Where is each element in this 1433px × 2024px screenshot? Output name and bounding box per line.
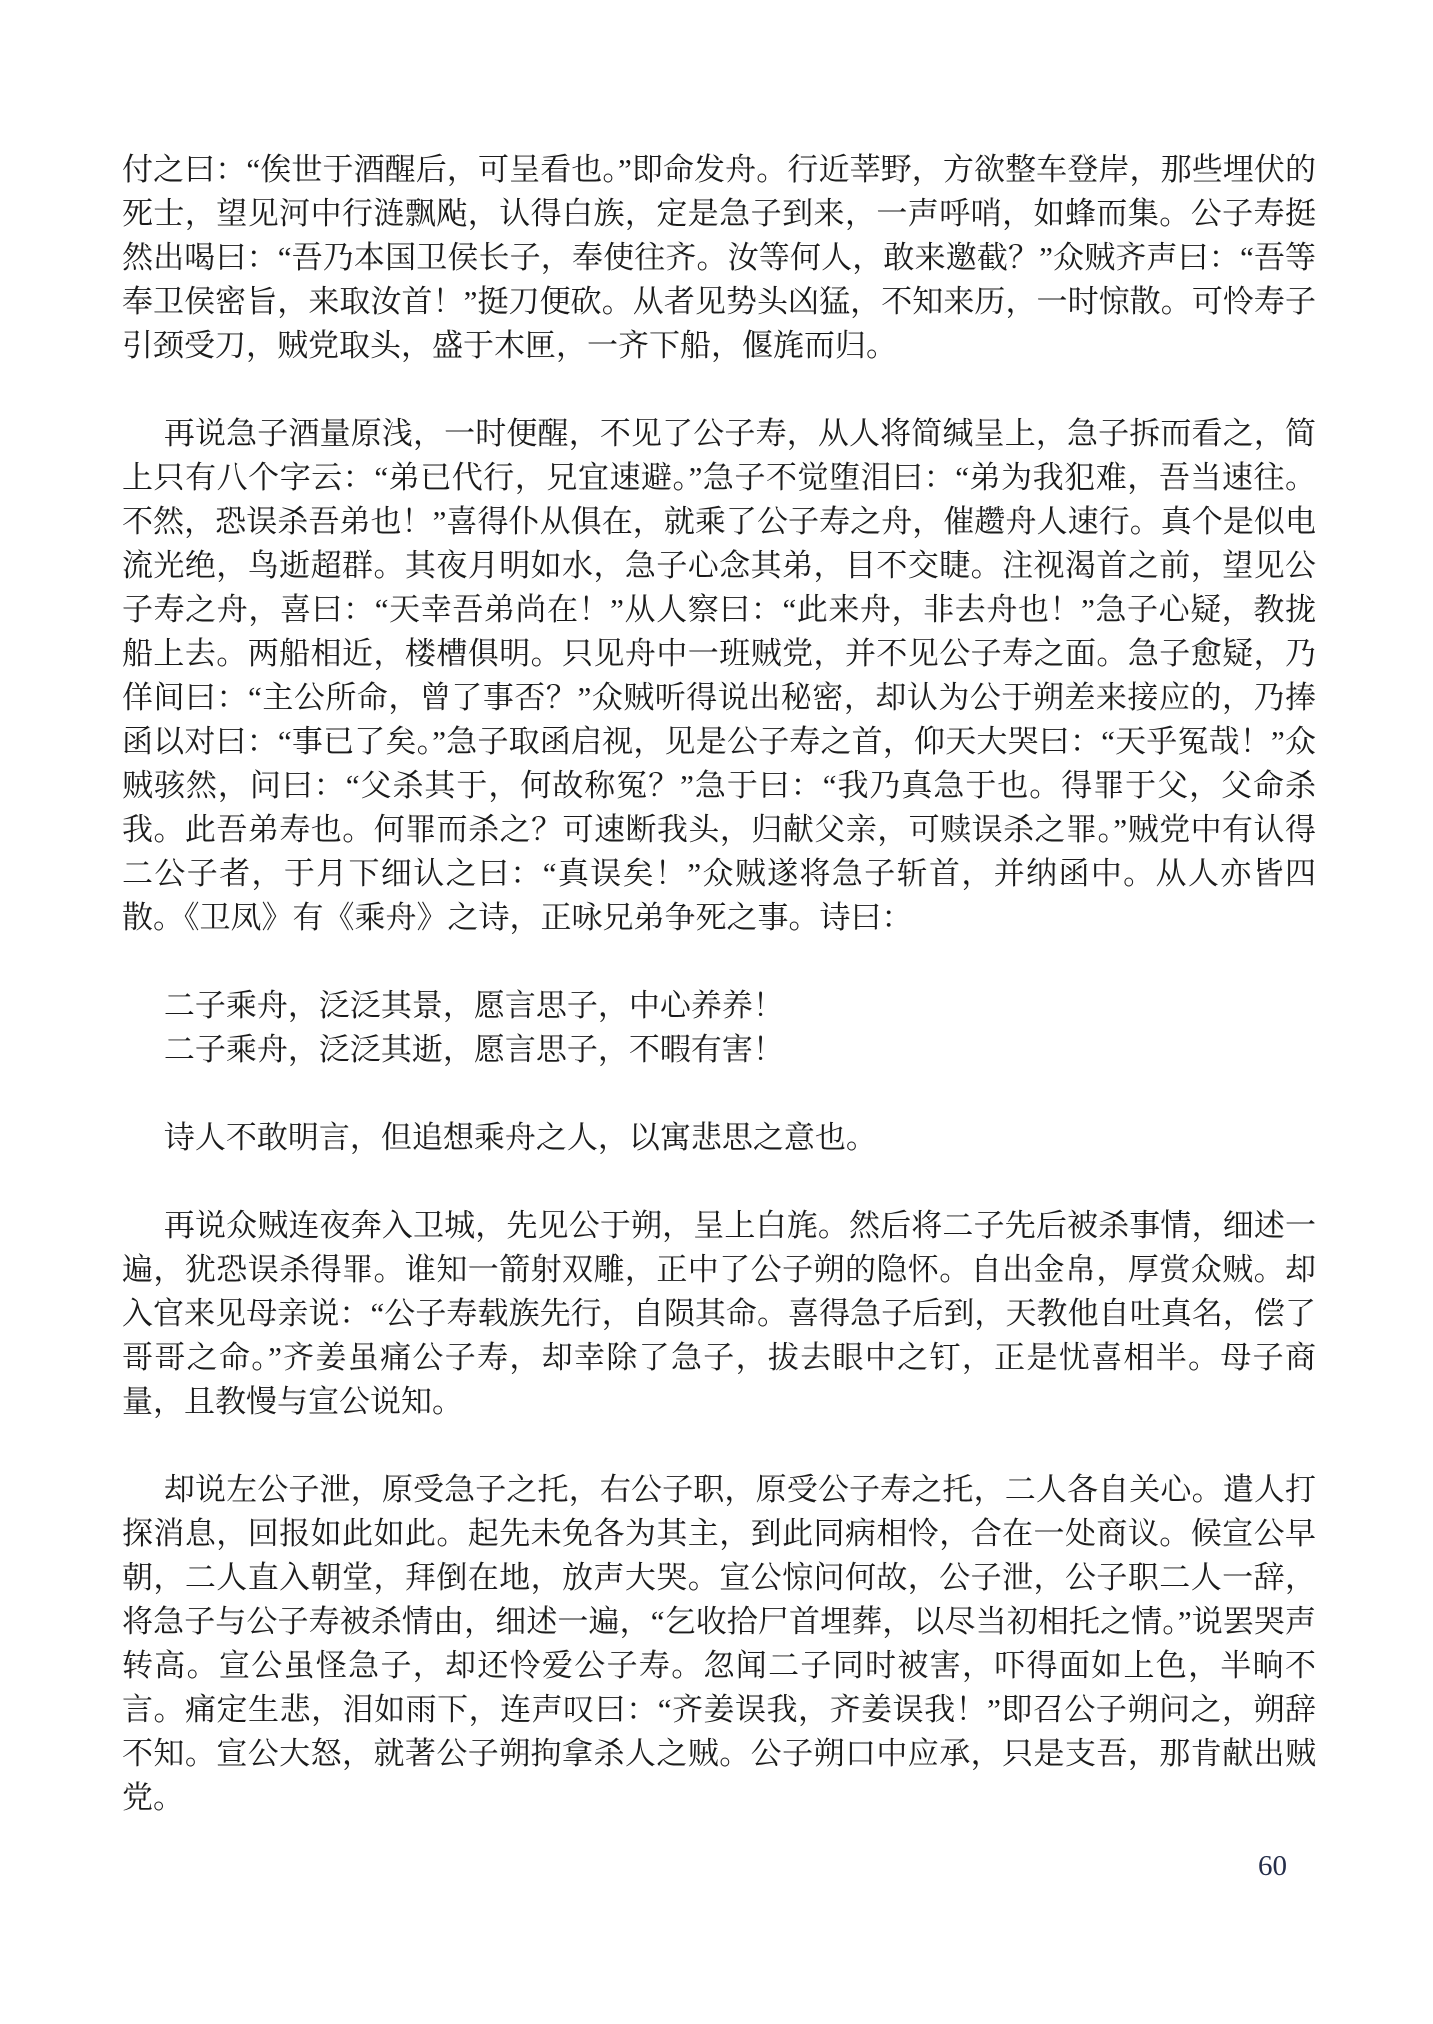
body-paragraph-5: 却说左公子泄，原受急子之托，右公子职，原受公子寿之托，二人各自关心。遣人打探消息，回报如此如此。起先未免各为其主，到此同病相怜，合在一处商议。候宣公早朝，二人直入朝堂，拜倒在地，放声大哭。宣公惊问何故，公子泄，公子职二人一辞，将急子与公子寿被杀情由，细述一遍，“乞收拾尸首埋葬，以尽当初相托之情。”说罢哭声转高。宣公虽怪急子，却还怜爱公子寿。忽闻二子同时被害，吓得面如上色，半晌不言。痛定生悲，泪如雨下，连声叹曰：“齐姜误我，齐姜误我！”即召公子朔问之，朔辞不知。宣公大怒，就著公子朔拘拿杀人之贼。公子朔口中应承，只是支吾，那肯献出贼党。 <box>122 1472 1316 1815</box>
poem-line-2: 二子乘舟，泛泛其逝，愿言思子，不暇有害！ <box>163 1032 784 1067</box>
body-paragraph-4: 再说众贼连夜奔入卫城，先见公于朔，呈上白旄。然后将二子先后被杀事情，细述一遍，犹恐误杀得罪。谁知一箭射双雕，正中了公子朔的隐怀。自出金帛，厚赏众贼。却入官来见母亲说：“公子寿载族先行，自陨其命。喜得急子后到，天教他自吐真名，偿了哥哥之命。”齐姜虽痛公子寿，却幸除了急子，拔去眼中之钉，正是忧喜相半。母子商量，且教慢与宣公说知。 <box>122 1208 1316 1419</box>
body-paragraph-1: 付之曰：“俟世于酒醒后，可呈看也。”即命发舟。行近莘野，方欲整车登岸，那些埋伏的死士，望见河中行涟飘飐，认得白族，定是急子到来，一声呼哨，如蜂而集。公子寿挺然出喝曰：“吾乃本国卫侯长子，奉使往齐。汝等何人，敢来邀截？”众贼齐声曰：“吾等奉卫侯密旨，来取汝首！”挺刀便砍。从者见势头凶猛，不知来历，一时惊散。可怜寿子引颈受刀，贼党取头，盛于木匣，一齐下船，偃旄而归。 <box>122 152 1316 363</box>
poem-block <box>122 984 1316 1072</box>
poem-line-1: 二子乘舟，泛泛其景，愿言思子，中心养养！ <box>163 988 784 1023</box>
page-number: 60 <box>1258 1850 1287 1882</box>
body-paragraph-3: 诗人不敢明言，但追想乘舟之人，以寓悲思之意也。 <box>163 1120 877 1155</box>
body-paragraph-2: 再说急子酒量原浅，一时便醒，不见了公子寿，从人将简缄呈上，急子拆而看之，简上只有八个字云：“弟已代行，兄宜速避。”急子不觉堕泪曰：“弟为我犯难，吾当速往。不然，恐误杀吾弟也！”喜得仆从俱在，就乘了公子寿之舟，催趱舟人速行。真个是似电流光绝，鸟逝超群。其夜月明如水，急子心念其弟，目不交睫。注视渴首之前，望见公子寿之舟，喜曰：“天幸吾弟尚在！”从人察曰：“此来舟，非去舟也！”急子心疑，教拢船上去。两船相近，楼槽俱明。只见舟中一班贼党，并不见公子寿之面。急子愈疑，乃佯间曰：“主公所命，曾了事否？”众贼听得说出秘密，却认为公于朔差来接应的，乃捧函以对曰：“事已了矣。”急子取函启视，见是公子寿之首，仰天大哭曰：“天乎冤哉！”众贼骇然，问曰：“父杀其于，何故称冤？”急于曰：“我乃真急于也。得罪于父，父命杀我。此吾弟寿也。何罪而杀之？可速断我头，归献父亲，可赎误杀之罪。”贼党中有认得二公子者，于月下细认之曰：“真误矣！”众贼遂将急子斩首，并纳函中。从人亦皆四散。《卫凤》有《乘舟》之诗，正咏兄弟争死之事。诗曰： <box>122 416 1316 935</box>
